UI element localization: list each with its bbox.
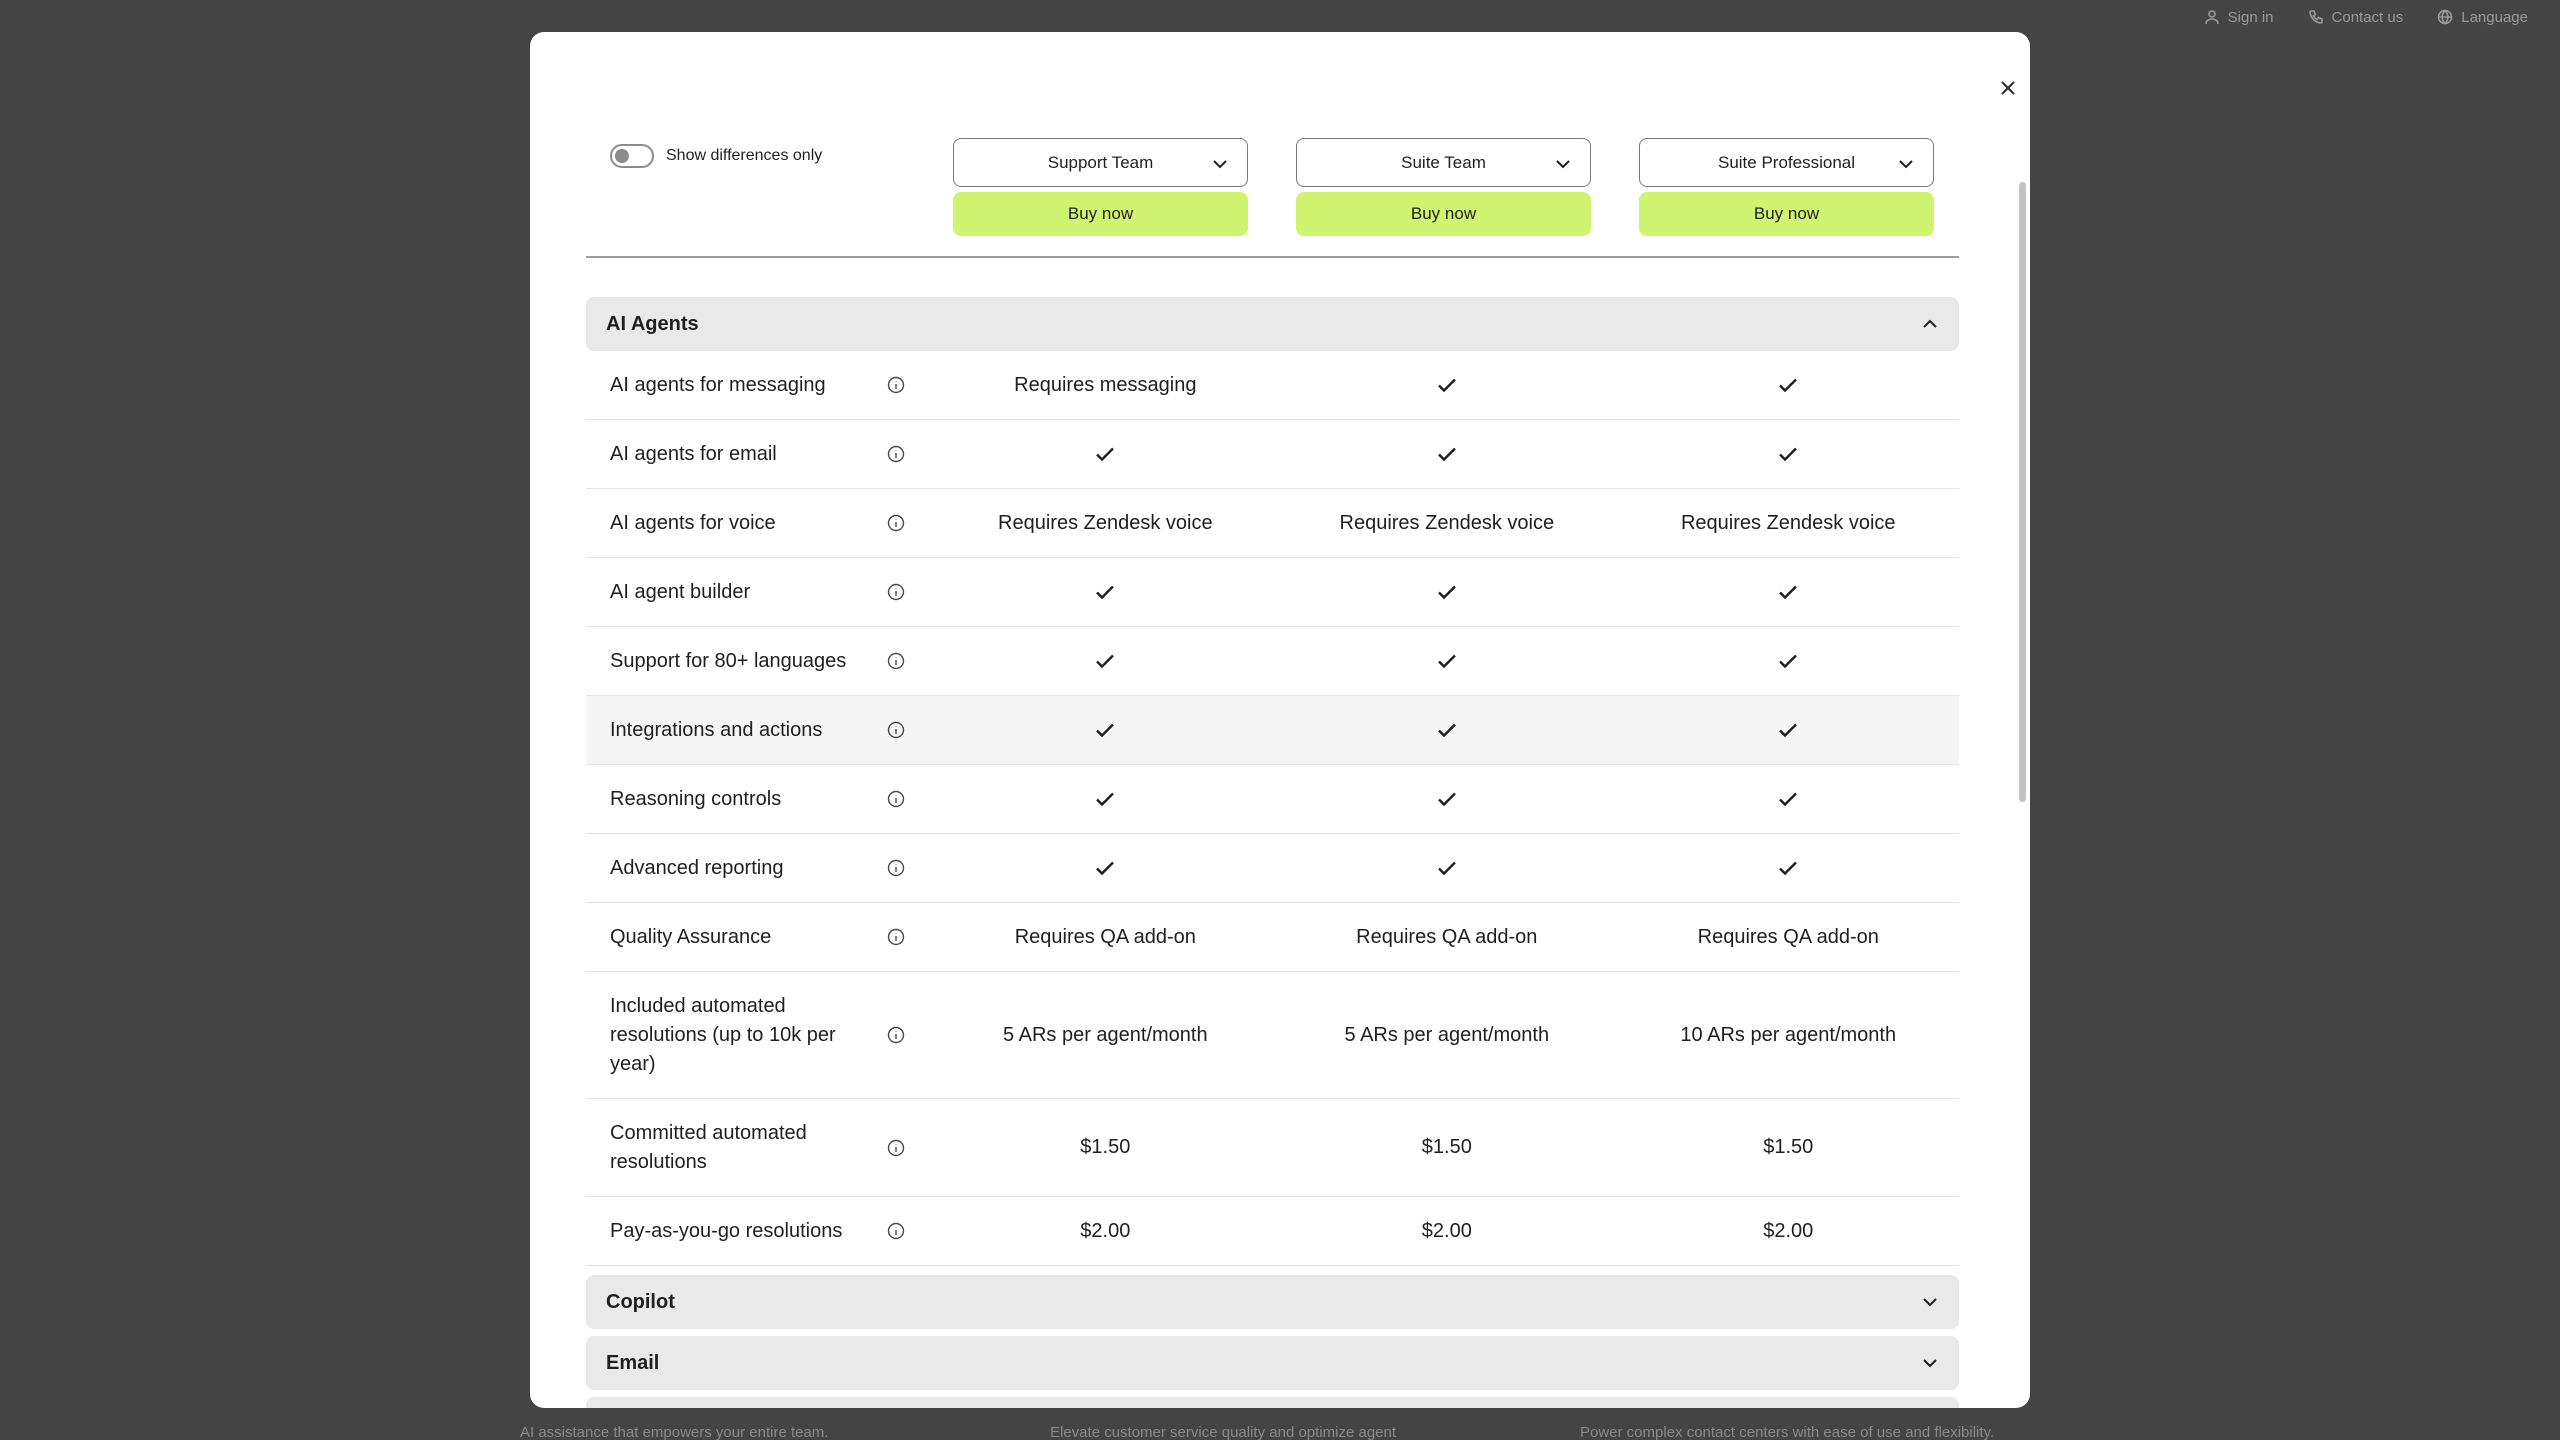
plan-name: Support Team (1047, 152, 1154, 172)
feature-label: Included automated resolutions (up to 10k per year) (610, 994, 836, 1075)
check-icon (1435, 580, 1459, 604)
feature-info[interactable] (875, 859, 935, 877)
feature-cell: Requires QA add-on (1014, 925, 1196, 948)
info-icon[interactable] (887, 859, 905, 877)
contact-label: Contact us (2331, 8, 2404, 26)
info-icon[interactable] (887, 928, 905, 946)
table-row (586, 765, 1959, 834)
feature-label: AI agent builder (610, 580, 751, 603)
info-icon[interactable] (887, 514, 905, 532)
feature-cell: Requires Zendesk voice (1680, 511, 1896, 534)
chevron-down-icon (1554, 155, 1572, 173)
check-icon (1435, 718, 1459, 742)
feature-cell-check (935, 718, 1276, 742)
table-row (586, 1099, 1959, 1197)
feature-label: Reasoning controls (610, 787, 782, 810)
info-icon[interactable] (887, 583, 905, 601)
sign-in-link[interactable] (2204, 9, 2274, 26)
feature-cell: $2.00 (1763, 1219, 1814, 1242)
feature-cell: $2.00 (1421, 1219, 1472, 1242)
plan-column-2 (1296, 138, 1591, 236)
check-icon (1435, 856, 1459, 880)
language-label: Language (2461, 8, 2528, 26)
table-row (586, 627, 1959, 696)
check-icon (1435, 373, 1459, 397)
feature-label: Committed automated resolutions (610, 1121, 807, 1173)
check-icon (1776, 718, 1800, 742)
show-differences-label: Show differences only (666, 147, 823, 164)
plan-comparison-modal (530, 32, 2030, 1408)
feature-rows (586, 351, 1959, 1266)
feature-cell: Requires QA add-on (1697, 925, 1879, 948)
check-icon (1776, 373, 1800, 397)
background-footer (520, 1424, 2560, 1440)
footer-text-2: Elevate customer service quality and optimize agent (1050, 1424, 1397, 1440)
feature-cell-check (1618, 580, 1959, 604)
feature-info[interactable] (875, 721, 935, 739)
buy-now-button-2[interactable]: Buy now (1296, 192, 1591, 236)
feature-label: Integrations and actions (610, 718, 823, 741)
table-row (586, 972, 1959, 1099)
table-row (586, 489, 1959, 558)
feature-cell: $1.50 (1421, 1136, 1472, 1158)
table-row (586, 351, 1959, 420)
feature-cell-check (1618, 649, 1959, 673)
check-icon (1435, 442, 1459, 466)
contact-link[interactable] (2308, 9, 2404, 26)
sign-in-label: Sign in (2227, 8, 2274, 26)
table-row (586, 903, 1959, 972)
table-row (586, 1197, 1959, 1266)
feature-cell: $1.50 (1763, 1136, 1814, 1158)
feature-cell: Requires messaging (1014, 373, 1197, 396)
feature-label: Advanced reporting (610, 856, 784, 879)
chevron-down-icon (1211, 155, 1229, 173)
info-icon[interactable] (887, 1222, 905, 1240)
plan-select-3[interactable] (1639, 138, 1934, 187)
section-messaging[interactable] (586, 1397, 1959, 1408)
feature-cell-check (1276, 856, 1617, 880)
feature-cell: 5 ARs per agent/month (1003, 1023, 1208, 1046)
feature-info[interactable] (875, 1222, 935, 1240)
footer-text-3: Power complex contact centers with ease of use and flexibility. (1580, 1424, 1995, 1440)
buy-now-button-1[interactable]: Buy now (953, 192, 1248, 236)
close-button[interactable] (1994, 74, 2022, 102)
footer-text-1: AI assistance that empowers your entire team. (520, 1424, 829, 1440)
section-title: Copilot (606, 1290, 675, 1313)
feature-cell-check (1618, 718, 1959, 742)
feature-cell-check (1618, 373, 1959, 397)
plan-select-2[interactable] (1296, 138, 1591, 187)
check-icon (1093, 580, 1117, 604)
section-copilot[interactable] (586, 1275, 1959, 1329)
feature-info[interactable] (875, 1139, 935, 1157)
info-icon[interactable] (887, 1139, 905, 1157)
buy-now-button-3[interactable]: Buy now (1639, 192, 1934, 236)
chevron-down-icon (1921, 1293, 1939, 1311)
feature-cell: 10 ARs per agent/month (1680, 1023, 1897, 1046)
feature-info[interactable] (875, 928, 935, 946)
plan-column-3 (1639, 138, 1934, 236)
section-title: Email (606, 1351, 660, 1374)
show-differences-control (610, 144, 822, 168)
info-icon[interactable] (887, 652, 905, 670)
info-icon[interactable] (887, 721, 905, 739)
feature-cell-check (1618, 856, 1959, 880)
top-utility-bar (2204, 0, 2560, 34)
check-icon (1435, 787, 1459, 811)
language-selector[interactable] (2437, 9, 2528, 26)
check-icon (1093, 787, 1117, 811)
plan-select-1[interactable] (953, 138, 1248, 187)
plan-name: Suite Professional (1717, 152, 1856, 172)
comparison-content (586, 106, 1959, 1408)
feature-cell-check (1276, 787, 1617, 811)
feature-cell: Requires Zendesk voice (1339, 511, 1555, 534)
table-row (586, 696, 1959, 765)
feature-cell-check (1276, 442, 1617, 466)
show-differences-toggle[interactable] (610, 144, 654, 168)
feature-cell-check (1276, 718, 1617, 742)
feature-cell: Requires Zendesk voice (998, 511, 1213, 534)
check-icon (1776, 580, 1800, 604)
table-row (586, 558, 1959, 627)
check-icon (1776, 649, 1800, 673)
feature-label: AI agents for email (610, 442, 777, 465)
info-icon[interactable] (887, 1026, 905, 1044)
check-icon (1093, 856, 1117, 880)
phone-icon (2308, 9, 2324, 25)
feature-info[interactable] (875, 583, 935, 601)
feature-info[interactable] (875, 445, 935, 463)
globe-icon (2437, 9, 2453, 25)
section-email[interactable] (586, 1336, 1959, 1390)
check-icon (1093, 718, 1117, 742)
chevron-up-icon (1921, 315, 1939, 333)
feature-info[interactable] (875, 1026, 935, 1044)
close-icon (2000, 80, 2016, 96)
info-icon[interactable] (887, 445, 905, 463)
feature-cell-check (1276, 580, 1617, 604)
check-icon (1776, 787, 1800, 811)
comparison-header (586, 106, 1959, 258)
feature-label: AI agents for voice (610, 511, 776, 534)
feature-cell-check (1618, 442, 1959, 466)
feature-cell-check (935, 442, 1276, 466)
check-icon (1776, 856, 1800, 880)
feature-cell: Requires QA add-on (1356, 925, 1538, 948)
feature-cell: $2.00 (1080, 1219, 1131, 1242)
feature-cell-check (1276, 373, 1617, 397)
feature-label: Support for 80+ languages (610, 649, 847, 672)
feature-cell-check (935, 856, 1276, 880)
plan-name: Suite Team (1401, 152, 1486, 172)
check-icon (1776, 442, 1800, 466)
feature-info[interactable] (875, 514, 935, 532)
chevron-down-icon (1921, 1354, 1939, 1372)
feature-cell-check (935, 787, 1276, 811)
feature-cell: 5 ARs per agent/month (1344, 1023, 1550, 1046)
check-icon (1093, 442, 1117, 466)
section-title: AI Agents (606, 312, 699, 335)
feature-label: Pay-as-you-go resolutions (610, 1219, 843, 1242)
feature-cell: $1.50 (1080, 1136, 1131, 1158)
feature-cell-check (935, 649, 1276, 673)
table-row (586, 420, 1959, 489)
table-row (586, 834, 1959, 903)
feature-cell-check (935, 580, 1276, 604)
section-ai-agents[interactable] (586, 297, 1959, 351)
scrollbar-thumb[interactable] (2019, 182, 2026, 802)
plan-column-1 (953, 138, 1248, 236)
feature-cell-check (1618, 787, 1959, 811)
feature-info[interactable] (875, 652, 935, 670)
feature-info[interactable] (875, 790, 935, 808)
feature-label: AI agents for messaging (610, 373, 826, 396)
feature-label: Quality Assurance (610, 925, 772, 948)
feature-cell-check (1276, 649, 1617, 673)
feature-info[interactable] (875, 376, 935, 394)
user-icon (2204, 9, 2220, 25)
check-icon (1435, 649, 1459, 673)
check-icon (1093, 649, 1117, 673)
info-icon[interactable] (887, 790, 905, 808)
chevron-down-icon (1897, 155, 1915, 173)
info-icon[interactable] (887, 376, 905, 394)
